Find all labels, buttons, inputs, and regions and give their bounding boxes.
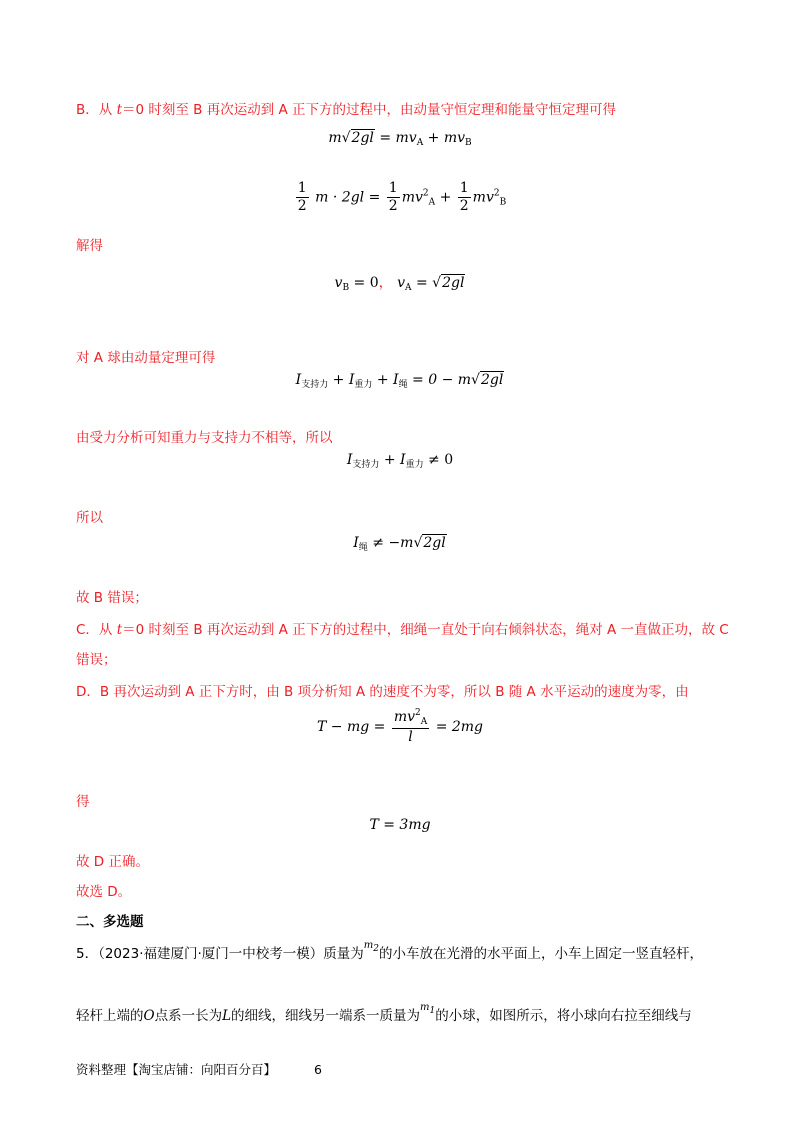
final-choice: 故选 D。 bbox=[76, 884, 132, 900]
option-d-text: D．B 再次运动到 A 正下方时，由 B 项分析知 A 的速度不为零，所以 B 随 A 水平运动的速度为零，由 bbox=[76, 684, 689, 700]
option-b-intro: B．从 t＝0 时刻至 B 再次运动到 A 正下方的过程中，由动量守恒定理和能量守恒定理可得 bbox=[76, 102, 617, 118]
force-analysis-label: 由受力分析可知重力与支持力不相等，所以 bbox=[76, 430, 333, 446]
section-title: 二、多选题 bbox=[76, 914, 144, 930]
t-variable: t bbox=[116, 622, 123, 638]
impulse-label: 对 A 球由动量定理可得 bbox=[76, 350, 216, 366]
t-variable: t bbox=[116, 102, 122, 118]
option-c-line1: C．从 t＝0 时刻至 B 再次运动到 A 正下方的过程中，细绳一直处于向右倾斜状态，绳对 A 一直做正功，故 C bbox=[76, 622, 729, 638]
page-footer bbox=[76, 1060, 322, 1078]
tension-equation: T − mg = $\frac{mv^2_A}{l}$ = 2mg bbox=[316, 708, 484, 745]
tension-result: T = 3mg bbox=[369, 817, 431, 833]
option-b-conclusion: 故 B 错误； bbox=[76, 590, 148, 606]
page-number: 6 bbox=[314, 1062, 322, 1077]
option-c-line2: 错误； bbox=[76, 652, 117, 668]
inequality-equation: $I_{支持力} + I_{重力} \ne 0$ bbox=[346, 452, 454, 470]
option-d-conclusion: 故 D 正确。 bbox=[76, 854, 149, 870]
velocity-result: $v_B = 0$， $v_A = √2gl$ bbox=[334, 275, 465, 293]
solve-label: 解得 bbox=[76, 238, 103, 254]
rope-impulse-equation: $I_绳 \ne -m√2gl$ bbox=[353, 535, 446, 553]
question-5-line1: 5．（2023·福建厦门·厦门一中校考一模）质量为$^{m2}$的小车放在光滑的水平面上，小车上固定一竖直轻杆， bbox=[76, 940, 704, 962]
impulse-equation: $I_{支持力} + I_{重力} + I_绳 = 0 - m√2gl$ bbox=[295, 372, 504, 390]
get-label: 得 bbox=[76, 794, 90, 810]
momentum-equation: $m√2gl = mv_A + mv_B$ bbox=[328, 130, 472, 148]
energy-equation: $\frac{1}{2}$ m · 2gl = $\frac{1}{2}$ $mv^2_A$ + $\frac{1}{2}$ $mv^2_B$ bbox=[297, 180, 507, 214]
question-5-line2: 轻杆上端的O点系一长为L的细线，细线另一端系一质量为$^{m1}$的小球，如图所示，将小球向右拉至细线与 bbox=[76, 1002, 692, 1024]
question-source: （2023·福建厦门·厦门一中校考一模） bbox=[98, 946, 324, 962]
footer-source: 资料整理【淘宝店铺：向阳百分百】 bbox=[76, 1062, 277, 1077]
so-label: 所以 bbox=[76, 510, 103, 526]
